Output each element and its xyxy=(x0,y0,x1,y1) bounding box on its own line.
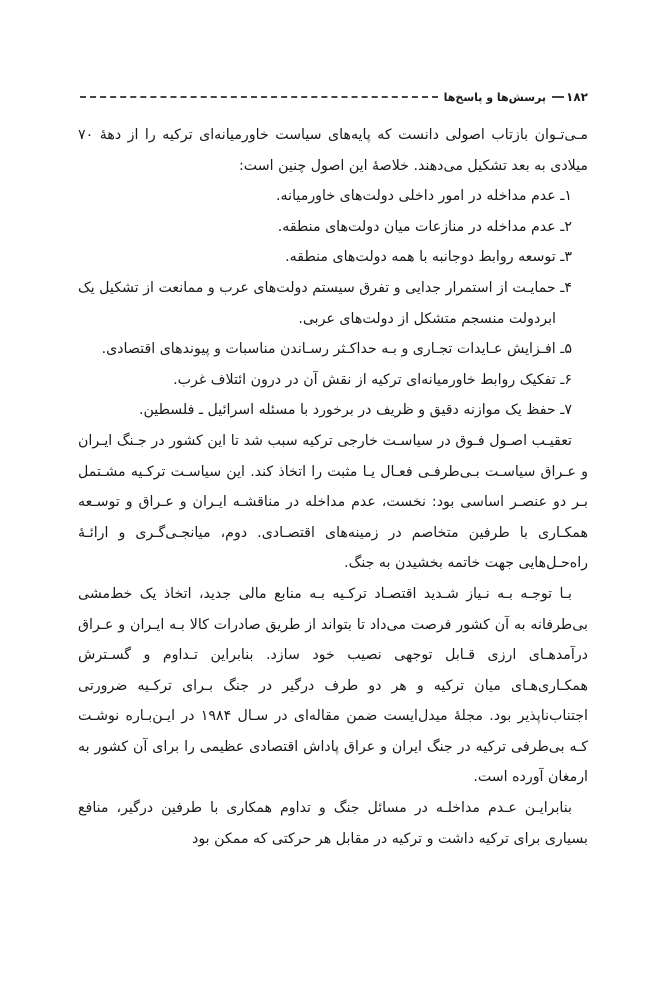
principle-item-4: ۴ـ حمایـت از استمرار جدایی و تفرق سیستم دولت‌های عرب و ممانعت از تشکیل یک ابردولت منسجم متشکل از دولت‌های عربی. xyxy=(78,279,572,327)
principle-item-5: ۵ـ افـزایش عـایدات تجـاری و بـه حداکـثر رسـاندن مناسبات و پیوندهای اقتصادی. xyxy=(101,341,572,358)
principle-item-7: ۷ـ حفظ یک موازنه دقیق و ظریف در برخورد با مسئله اسرائیل ـ فلسطین. xyxy=(139,402,572,419)
page-number: ۱۸۲ xyxy=(566,90,588,104)
intro-paragraph: مـی‌تـوان بازتاب اصولی دانست که پایه‌های سیاست خاورمیانه‌ای ترکیه را از دهۀ ۷۰ میلادی به بعد تشکیل می‌دهند. خلاصۀ این اصول چنین است: xyxy=(78,127,588,174)
body-paragraph-3: بنابرایـن عـدم مداخلـه در مسائل جنگ و تداوم همکاری با طرفین درگیر، منافع بسیاری برای ترکیه داشت و ترکیه در مقابل هر حرکتی که ممکن بود xyxy=(78,800,588,847)
body-paragraph-2: بـا توجـه بـه نـیاز شـدید اقتصـاد ترکـیه بـه منابع مالی جدید، اتخاذ یک خط‌مشی بی‌طرفانه به آن کشور فرصت می‌داد تا بتواند از طریق صادرات کالا بـه ایـران و عـراق درآمدهـای ارزی قـابل توجهی نصیب خود سازد. بنابراین تـداوم و گسـترش همکـاری‌هـای میان ترکیه و هر دو طرف درگیر در جنگ بـرای ترکـیه ضرورتی اجتناب‌ناپذیر بود. مجلۀ میدل‌ایست ضمن مقاله‌ای در سـال ۱۹۸۴ در ایـن‌بـاره نوشـت کـه بی‌طرفی ترکیه در جنگ ایران و عراق پاداش اقتصادی عظیمی را برای آن کشور به ارمغان آورده است. xyxy=(78,585,588,786)
principle-item-3: ۳ـ توسعه روابط دوجانبه با همه دولت‌های منطقه. xyxy=(285,249,572,266)
page-body xyxy=(78,120,588,854)
running-header xyxy=(78,86,588,108)
running-title: پرسش‌ها و پاسخ‌ها xyxy=(443,90,547,104)
principle-item-6: ۶ـ تفکیک روابط خاورمیانه‌ای ترکیه از نقش آن در درون ائتلاف غرب. xyxy=(173,371,572,388)
body-paragraph-1: تعقیـب اصـول فـوق در سیاسـت خارجی ترکیه سبب شد تا این کشور در جـنگ ایـران و عـراق سیاسـت بـی‌طرفـی فعـال یـا مثبت را اتخاذ کند. این سیاسـت ترکـیه مشـتمل بـر دو عنصـر اساسی بود: نخست، عدم مداخله در مناقشـه ایـران و عـراق و توسـعه همکـاری با طرفین متخاصم در زمینه‌های اقتصـادی. دوم، میانجـی‌گـری و ارائـۀ راه‌حـل‌هایی جهت خاتمه بخشیدن به جنگ. xyxy=(78,432,588,572)
principle-item-2: ۲ـ عدم مداخله در منازعات میان دولت‌های منطقه. xyxy=(277,218,572,235)
header-dash-rule xyxy=(80,96,438,98)
principle-item-1: ۱ـ عدم مداخله در امور داخلی دولت‌های خاورمیانه. xyxy=(276,188,572,205)
header-dash-separator xyxy=(552,96,564,98)
